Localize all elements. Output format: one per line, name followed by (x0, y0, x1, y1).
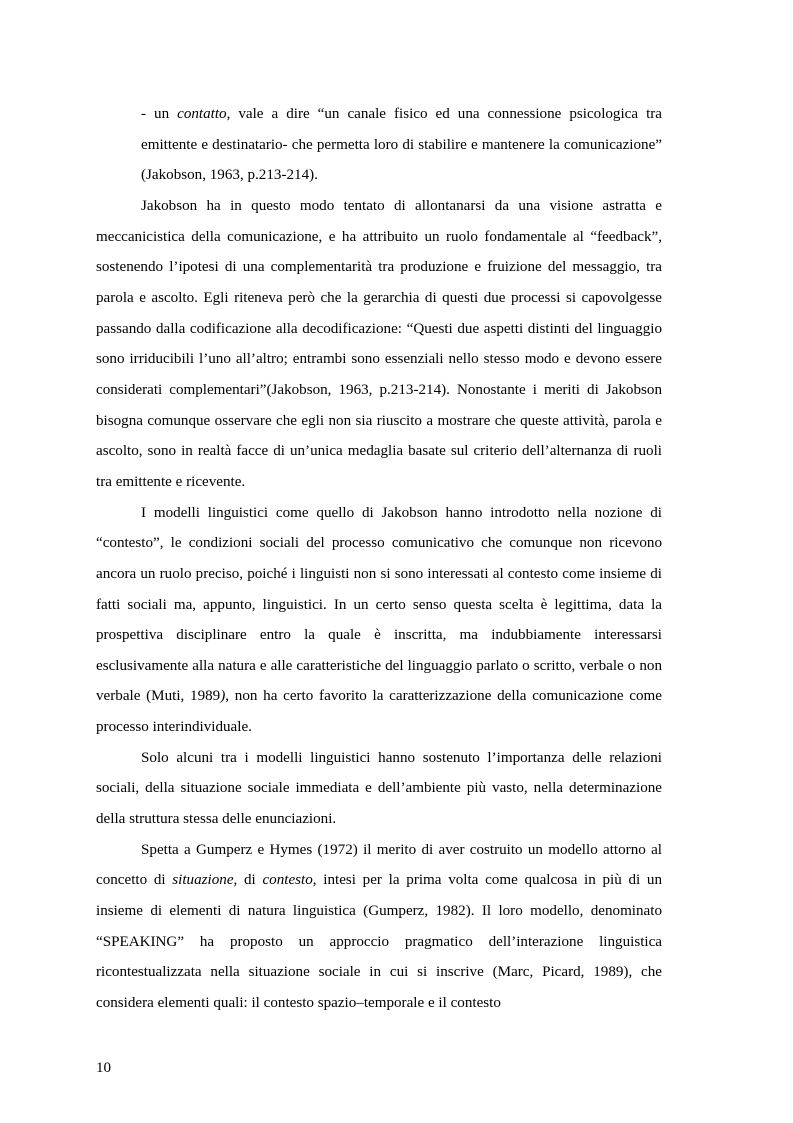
body-text (96, 99, 662, 1019)
paragraph-modelli-linguistici (96, 498, 662, 743)
italic-term-situazione: situazione (172, 872, 234, 889)
italic-paren: ) (220, 688, 226, 705)
italic-term-contesto: contesto (262, 872, 313, 889)
text-segment: , non ha certo favorito la caratterizzazione della comunicazione come processo interindividuale. (96, 688, 662, 736)
text-segment: , intesi per la prima volta come qualcosa in più di un insieme di elementi di natura linguistica (Gumperz, 1982). Il loro modello, denominato “SPEAKING” ha proposto un approccio pragmatico dell’interazione linguistica ricontestualizzata nella situazione sociale in cui si inscrive (Marc, Picard, 1989), che considera elementi quali: il contesto spazio–temporale e il contesto (96, 872, 663, 1012)
italic-term-contatto: contatto (177, 106, 227, 122)
text-segment: Solo alcuni tra i modelli linguistici hanno sostenuto l’importanza delle relazioni sociali, della situazione sociale immediata e dell’ambiente più vasto, nella determinazione della struttura stessa delle enunciazioni. (96, 749, 662, 828)
text-segment: Spetta a Gumperz e Hymes (1972) il merito di aver costruito un modello attorno al concetto di (96, 841, 662, 889)
paragraph-jakobson-feedback (96, 191, 662, 498)
text-segment: - un (141, 106, 178, 122)
page-number: 10 (96, 1060, 112, 1076)
text-segment: I modelli linguistici come quello di Jakobson hanno introdotto nella nozione di “contesto”, le condizioni sociali del processo comunicativo che comunque non ricevono ancora un ruolo preciso, poiché i linguisti non si sono interessati al contesto come insieme di fatti sociali ma, appunto, linguistici. In un certo senso questa scelta è legittima, data la prospettiva disciplinare entro la quale è inscritta, ma indubbiamente interessarsi esclusivamente alla natura e alle caratteristiche del linguaggio parlato o scritto, verbale o non verbale (Muti, 1989 (96, 504, 662, 705)
text-segment: , vale a dire “un canale fisico ed una connessione psicologica tra emittente e destinatario- che permetta loro di stabilire e mantenere la comunicazione” (Jakobson, 1963, p.213-214). (141, 106, 662, 184)
paragraph-contatto (141, 99, 662, 191)
text-segment: , di (233, 872, 263, 889)
paragraph-relazioni-sociali (96, 743, 662, 835)
text-segment: Jakobson ha in questo modo tentato di allontanarsi da una visione astratta e meccanicistica della comunicazione, e ha attribuito un ruolo fondamentale al “feedback”, sostenendo l’ipotesi di una complementarità tra produzione e fruizione del messaggio, tra parola e ascolto. Egli riteneva però che la gerarchia di questi due processi si capovolgesse passando dalla codificazione alla decodificazione: “Questi due aspetti distinti del linguaggio sono irriducibili l’uno all’altro; entrambi sono essenziali nello stesso modo e devono essere considerati complementari”(Jakobson, 1963, p.213-214). Nonostante i meriti di Jakobson bisogna comunque osservare che egli non sia riuscito a mostrare che queste attività, parola e ascolto, sono in realtà facce di un’unica medaglia basate sul criterio dell’alternanza di ruoli tra emittente e ricevente. (96, 197, 662, 490)
paragraph-gumperz-hymes (96, 835, 662, 1019)
